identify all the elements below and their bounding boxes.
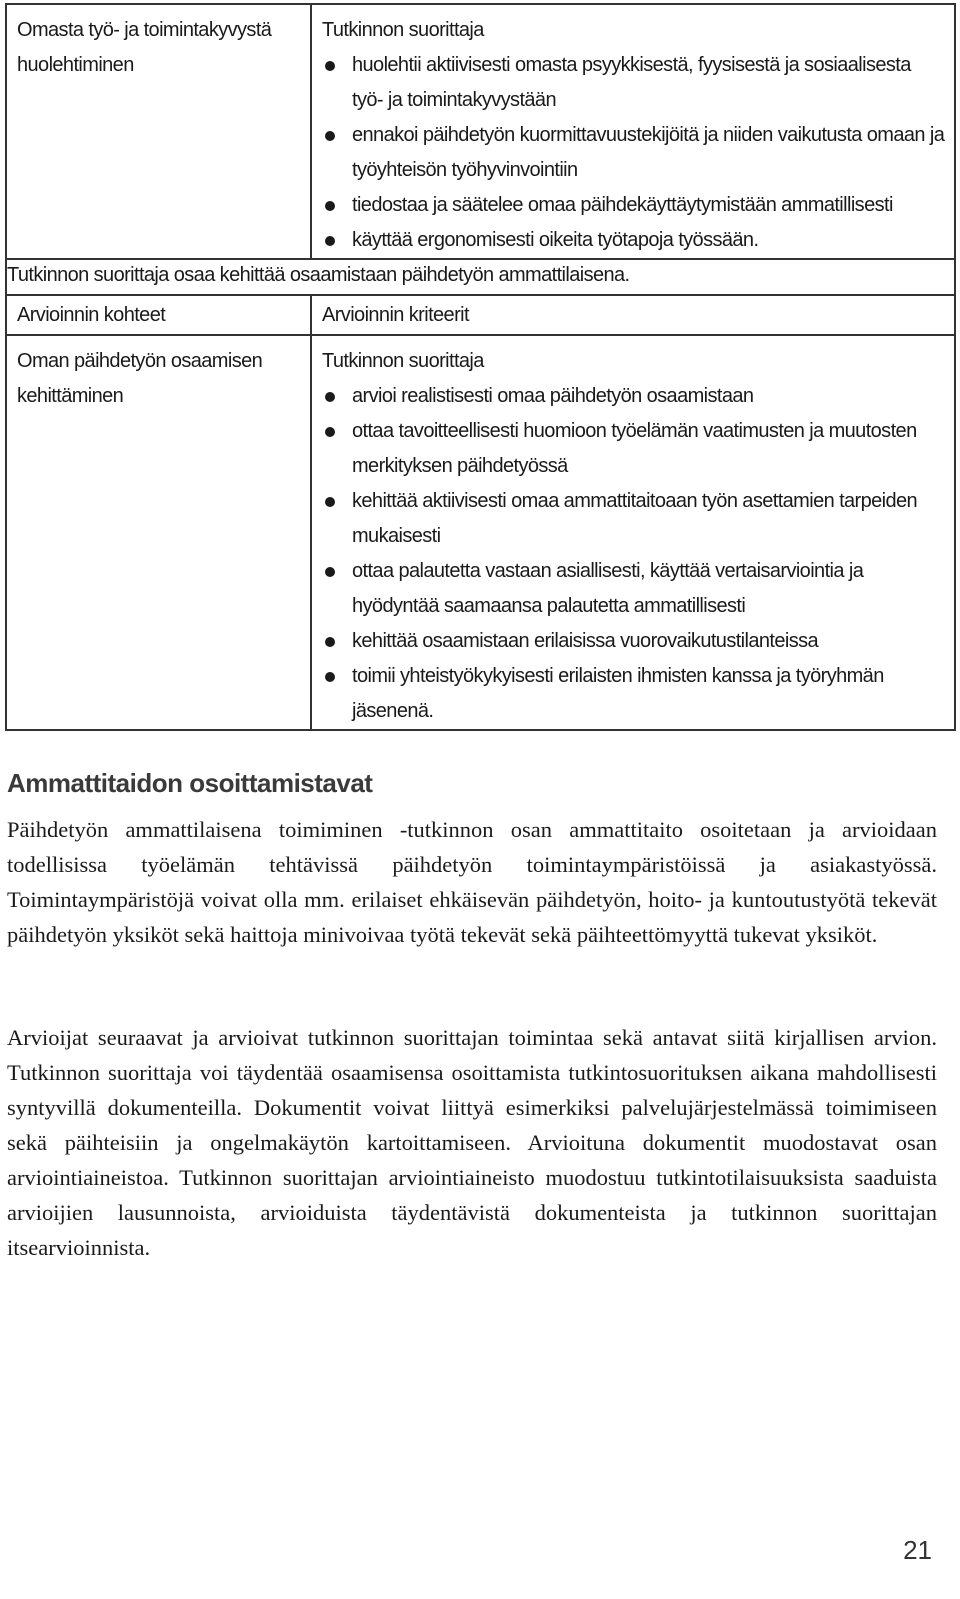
criteria-bullet: arvioi realistisesti omaa päihdetyön osaamistaan xyxy=(322,379,946,414)
criteria-bullet: ottaa palautetta vastaan asiallisesti, käyttää vertaisarviointia ja hyödyntää saamaansa palautetta ammatillisesti xyxy=(322,554,946,624)
table-header-row xyxy=(6,295,955,335)
criteria-bullet: käyttää ergonomisesti oikeita työtapoja työssään. xyxy=(322,223,946,258)
criteria-bullet: toimii yhteistyökykyisesti erilaisten ihmisten kanssa ja työryhmän jäsenenä. xyxy=(322,659,946,729)
criteria-list xyxy=(312,5,954,258)
criteria-bullet: kehittää osaamistaan erilaisissa vuorovaikutustilanteissa xyxy=(322,624,946,659)
criteria-bullet: huolehtii aktiivisesti omasta psyykkisestä, fyysisestä ja sosiaalisesta työ- ja toimintakyvystään xyxy=(322,48,946,118)
criteria-row-work-capacity xyxy=(6,4,955,259)
body-paragraph: Arvioijat seuraavat ja arvioivat tutkinnon suorittajan toimintaa sekä antavat siitä kirjallisen arvion. Tutkinnon suorittaja voi täydentää osaamisensa osoittamista tutkintosuorituksen aikana mahdollisesti syntyvillä dokumenteilla. Dokumentit voivat liittyä esimerkiksi palvelujärjestelmässä toimimiseen sekä päihteisiin ja ongelmakäytön kartoittamiseen. Arvioituna dokumentit muodostavat osan arviointiaineistoa. Tutkinnon suorittajan arviointiaineisto muodostuu tutkintotilaisuuksista saaduista arvioijien lausunnoista, arvioiduista täydentävistä dokumenteista ja tutkinnon suorittajan itsearvioinnista. xyxy=(7,1025,937,1260)
column-header-targets: Arvioinnin kohteet xyxy=(17,304,166,326)
criteria-intro: Tutkinnon suorittaja xyxy=(322,19,484,41)
page-number: 21 xyxy=(903,1535,932,1565)
criteria-bullet: tiedostaa ja säätelee omaa päihdekäyttäytymistään ammatillisesti xyxy=(322,188,946,223)
table-span-heading-row xyxy=(6,259,955,295)
criteria-bullet: ennakoi päihdetyön kuormittavuustekijöitä ja niiden vaikutusta omaan ja työyhteisön työhyvinvointiin xyxy=(322,118,946,188)
criteria-table xyxy=(5,3,956,731)
criteria-intro: Tutkinnon suorittaja xyxy=(322,350,484,372)
criteria-row-competence-development xyxy=(6,335,955,730)
table-span-heading: Tutkinnon suorittaja osaa kehittää osaamistaan päihdetyön ammattilaisena. xyxy=(7,264,630,286)
assessment-target: Oman päihdetyön osaamisen kehittäminen xyxy=(17,350,263,407)
criteria-bullet: ottaa tavoitteellisesti huomioon työelämän vaatimusten ja muutosten merkityksen päihdetyössä xyxy=(322,414,946,484)
assessment-target: Omasta työ- ja toimintakyvystä huolehtiminen xyxy=(17,19,272,76)
column-header-criteria: Arvioinnin kriteerit xyxy=(322,304,469,326)
criteria-bullet: kehittää aktiivisesti omaa ammattitaitoaan työn asettamien tarpeiden mukaisesti xyxy=(322,484,946,554)
body-paragraph: Päihdetyön ammattilaisena toimiminen -tutkinnon osan ammattitaito osoitetaan ja arvioidaan todellisissa työelämän tehtävissä päihdetyön toimintaympäristöissä ja asiakastyössä. Toimintaympäristöjä voivat olla mm. erilaiset ehkäisevän päihdetyön, hoito- ja kuntoutustyötä tekevät päihdetyön yksiköt sekä haittoja minivoivaa työtä tekevät sekä päihteettömyyttä tukevat yksiköt. xyxy=(7,817,937,947)
section-heading: Ammattitaidon osoittamistavat xyxy=(7,768,373,798)
criteria-list xyxy=(312,336,954,729)
